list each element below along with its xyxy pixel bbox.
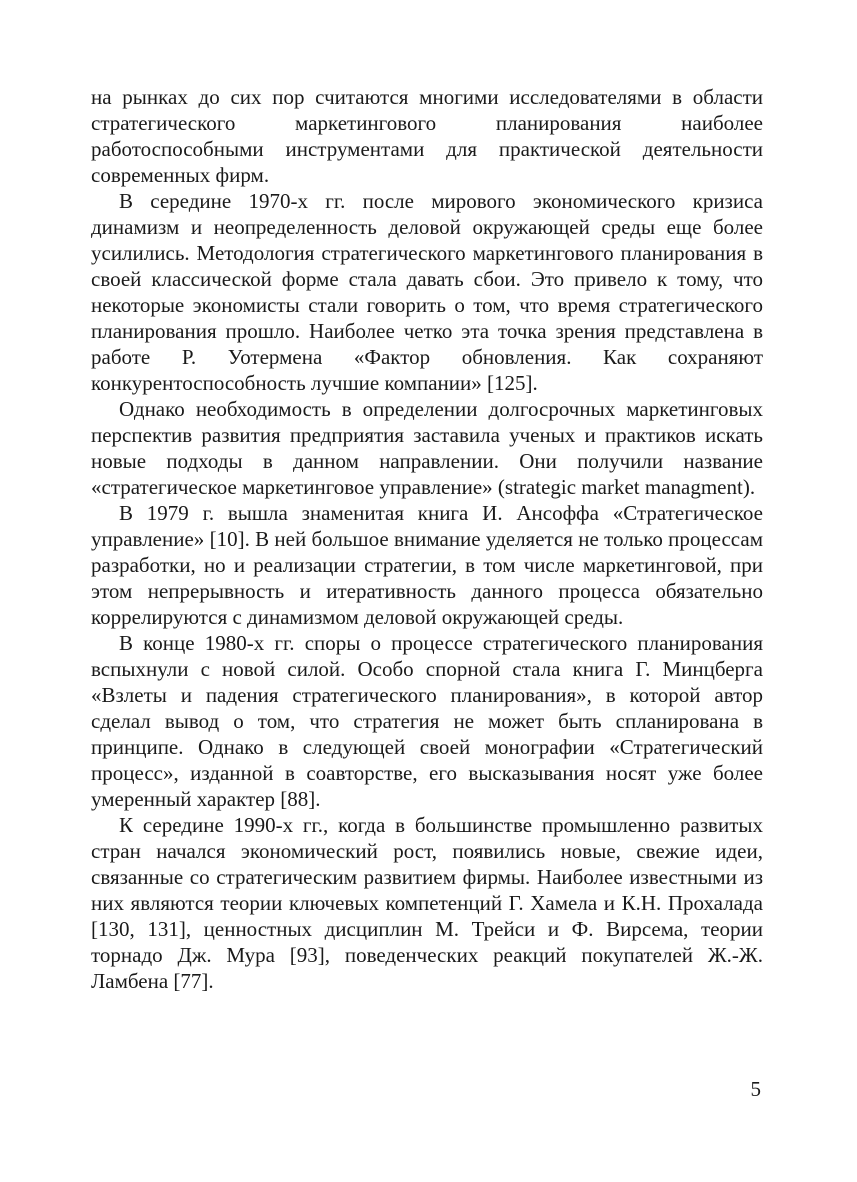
paragraph-1970s-crisis: В середине 1970-х гг. после мирового экономического кризиса динамизм и неопределенность деловой окружающей среды еще более усилились. Методология стратегического маркетингового планирования в своей классической форме стала давать сбои. Это привело к тому, что некоторые экономисты стали говорить о том, что время стратегического планирования прошло. Наиболее четко эта точка зрения представлена в работе Р. Уотермена «Фактор обновления. Как сохраняют конкурентоспособность лучшие компании» [125]. <box>91 189 763 395</box>
page-number: 5 <box>750 1077 761 1101</box>
body-text <box>91 84 763 994</box>
paragraph-1990s-ideas: К середине 1990-х гг., когда в большинстве промышленно развитых стран начался экономический рост, появились новые, свежие идеи, связанные со стратегическим развитием фирмы. Наиболее известными из них являются теории ключевых компетенций Г. Хамела и К.Н. Прохалада [130, 131], ценностных дисциплин М. Трейси и Ф. Вирсема, теории торнадо Дж. Мура [93], поведенческих реакций покупателей Ж.-Ж. Ламбена [77]. <box>91 813 763 993</box>
paragraph-strategic-management: Однако необходимость в определении долгосрочных маркетинговых перспектив развития предприятия заставила ученых и практиков искать новые подходы в данном направлении. Они получили название «стратегическое маркетинговое управление» (strategic market managment). <box>91 397 763 499</box>
paragraph-continuation: на рынках до сих пор считаются многими исследователями в области стратегического маркетингового планирования наиболее работоспособными инструментами для практической деятельности современных фирм. <box>91 85 763 187</box>
paragraph-mintzberg-1980s: В конце 1980-х гг. споры о процессе стратегического планирования вспыхнули с новой силой. Особо спорной стала книга Г. Минцберга «Взлеты и падения стратегического планирования», в которой автор сделал вывод о том, что стратегия не может быть спланирована в принципе. Однако в следующей своей монографии «Стратегический процесс», изданной в соавторстве, его высказывания носят уже более умеренный характер [88]. <box>91 631 763 811</box>
paragraph-ansoff-1979: В 1979 г. вышла знаменитая книга И. Ансоффа «Стратегическое управление» [10]. В ней большое внимание уделяется не только процессам разработки, но и реализации стратегии, в том числе маркетинговой, при этом непрерывность и итеративность данного процесса обязательно коррелируются с динамизмом деловой окружающей среды. <box>91 501 763 629</box>
